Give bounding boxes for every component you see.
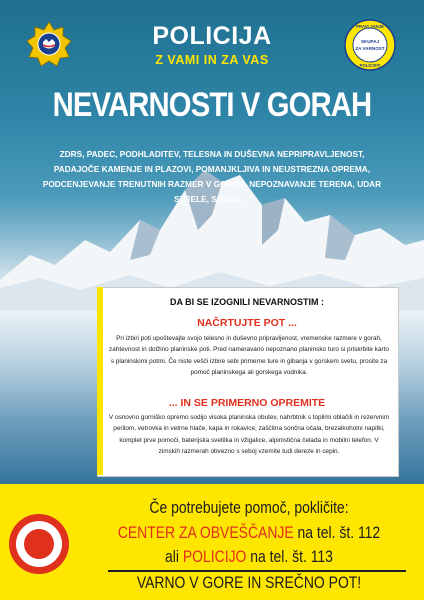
safe-trip-slogan: VARNO V GORE IN SREČNO POT! [136,573,362,592]
main-title: NEVARNOSTI V GORAH [52,86,372,124]
header-title: POLICIJA [152,22,272,50]
call-for-help-text: Če potrebujete pomoč, pokličite: [149,498,349,517]
police-label: POLICIJO [182,547,247,566]
equipment-heading: ... IN SE PRIMERNO OPREMITE [168,397,326,409]
info-center-line [106,523,393,543]
info-center-label: CENTER ZA OBVEŠČANJE [117,523,294,542]
plan-route-heading: NAČRTUJTE POT ... [197,317,297,329]
police-line [106,547,393,567]
badge-line1-text: SKUPAJ [360,39,380,44]
info-center-number: na tel. št. 112 [293,523,381,542]
badge-bottom-text: POLICISTI [359,63,381,68]
badge-top-text: PRAVLJANJE [355,24,385,29]
hazards-intro-text: ZDRS, PADEC, PODHLADITEV, TELESNA IN DUŠEVNA NEPRIPRAVLJENOST, PADAJOČE KAMENJE IN PLAZOVI, POMANJKLJIVA IN NEUSTREZNA OPREMA, PODCENJEVANJE TRENUTNIH RAZMER V GORAH, NEPOZNAVANJE TERENA, UDAR STRELE, SONCE ... [42,149,382,204]
advice-box-accent-bar [97,287,103,475]
target-rings-icon [8,513,70,575]
police-number: na tel. št. 113 [246,547,333,566]
badge-line2-text: ZA VARNOST [355,46,385,51]
plan-route-text: Pri izbiri poti upoštevajte svojo telesno in duševno pripravljenost, vremenske razmere v gorah, zahtevnost in dolžino planinske poti. Pred nameravano nepoznano planinsko turo si priskrbite karto s planinskimi potmi. Če niste vešči izbire sebi primerne ture in gibanja v gorskem svetu, prosite za pomoč planinskega ali gorskega vodnika. [109,335,389,377]
police-prefix: ali [165,547,183,566]
divider [108,570,406,572]
header-subtitle: Z VAMI IN ZA VAS [155,53,269,67]
equipment-text: V osnovno gorniško opremo sodijo visoka planinska obutev, nahrbtnik s toplimi oblačili in rezervnim perilom, vetrovka in vetrne hlače, kapa in rokavice, zaščitna sončna očala, brezalkoholni napitki, komplet prve pomoči, baterijska svetilka in vžigalice, alpinistična čelada in mobilni telefon. V zimskih razmerah obvezno s seboj vzemite tudi dereze in cepin. [108,414,390,456]
advice-heading: DA BI SE IZOGNILI NEVARNOSTIM : [169,297,324,307]
